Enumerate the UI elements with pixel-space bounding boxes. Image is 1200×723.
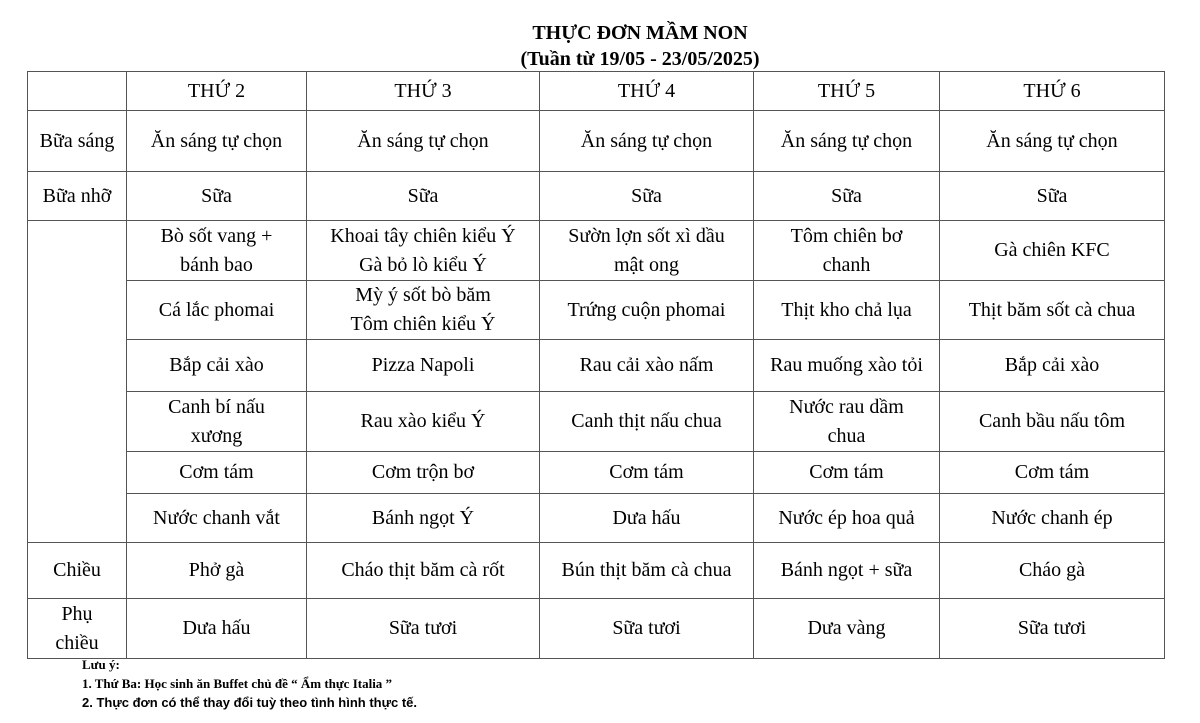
menu-cell: Ăn sáng tự chọn <box>940 111 1165 172</box>
lunch-row <box>28 452 1165 494</box>
menu-line: Trứng cuộn phomai <box>567 298 726 321</box>
menu-line: chanh <box>822 253 871 276</box>
menu-cell <box>307 221 540 281</box>
meal-label: Bữa sáng <box>28 111 127 172</box>
menu-cell: Bún thịt băm cà chua <box>540 543 754 599</box>
menu-line: Bắp cải xào <box>169 354 264 376</box>
menu-cell <box>307 340 540 392</box>
menu-table <box>27 71 1165 659</box>
notes <box>82 655 417 712</box>
menu-cell <box>754 494 940 543</box>
menu-line: Pizza Napoli <box>371 354 475 376</box>
menu-cell: Dưa vàng <box>754 599 940 659</box>
menu-line: Rau muống xào tỏi <box>770 354 923 376</box>
menu-cell <box>940 340 1165 392</box>
menu-line: chua <box>827 424 866 447</box>
lunch-row <box>28 494 1165 543</box>
menu-line: xương <box>190 424 243 447</box>
lunch-label-cell <box>28 221 127 543</box>
menu-cell <box>940 494 1165 543</box>
menu-line: Cơm trộn bơ <box>371 461 475 483</box>
menu-cell: Sữa <box>307 172 540 221</box>
menu-line: Cá lắc phomai <box>158 298 275 321</box>
menu-cell <box>540 494 754 543</box>
side-afternoon-row <box>28 599 1165 659</box>
menu-line: Nước rau dầm <box>789 395 904 418</box>
menu-cell: Sữa <box>940 172 1165 221</box>
snack-row <box>28 172 1165 221</box>
menu-cell: Phở gà <box>127 543 307 599</box>
menu-cell <box>940 221 1165 281</box>
menu-cell <box>540 281 754 340</box>
afternoon-row <box>28 543 1165 599</box>
menu-line: Thịt băm sốt cà chua <box>968 298 1136 321</box>
menu-cell <box>754 221 940 281</box>
menu-cell <box>307 281 540 340</box>
menu-line: Nước chanh ép <box>991 506 1113 529</box>
menu-cell <box>754 340 940 392</box>
menu-line: Rau xào kiểu Ý <box>360 410 486 432</box>
meal-label: Bữa nhỡ <box>28 172 127 221</box>
meal-label: Chiều <box>28 543 127 599</box>
menu-line: Cơm tám <box>1014 461 1090 483</box>
menu-cell <box>754 392 940 452</box>
menu-cell: Bánh ngọt + sữa <box>754 543 940 599</box>
menu-line: Canh bầu nấu tôm <box>978 410 1126 432</box>
meal-label-line: Phụ <box>61 602 93 625</box>
menu-cell <box>127 281 307 340</box>
menu-line: Dưa hấu <box>612 506 681 529</box>
note-line-2: 2. Thực đơn có thể thay đổi tuỳ theo tình hình thực tế. <box>82 695 418 710</box>
menu-cell: Dưa hấu <box>127 599 307 659</box>
menu-line: Sườn lợn sốt xì dầu <box>568 224 725 247</box>
menu-cell: Cháo thịt băm cà rốt <box>307 543 540 599</box>
menu-cell: Ăn sáng tự chọn <box>754 111 940 172</box>
menu-cell <box>754 452 940 494</box>
notes-heading: Lưu ý: <box>82 657 120 672</box>
header-row <box>28 72 1165 111</box>
day-header: THỨ 2 <box>127 72 307 111</box>
menu-cell <box>127 494 307 543</box>
lunch-row <box>28 392 1165 452</box>
page-title: THỰC ĐƠN MẦM NON <box>532 22 748 44</box>
menu-cell: Sữa <box>127 172 307 221</box>
menu-line: Cơm tám <box>609 461 684 483</box>
menu-line: Canh bí nấu <box>168 395 265 418</box>
menu-line: Mỳ ý sốt bò băm <box>355 284 491 306</box>
menu-cell: Cháo gà <box>940 543 1165 599</box>
menu-cell: Ăn sáng tự chọn <box>127 111 307 172</box>
menu-cell <box>540 452 754 494</box>
menu-cell: Ăn sáng tự chọn <box>307 111 540 172</box>
menu-line: Tôm chiên kiểu Ý <box>350 313 496 335</box>
menu-line: Cơm tám <box>179 461 254 483</box>
menu-cell <box>754 281 940 340</box>
note-line-1: 1. Thứ Ba: Học sinh ăn Buffet chủ đề “ Ẩm thực Italia ” <box>82 676 393 691</box>
day-header: THỨ 3 <box>307 72 540 111</box>
menu-line: Gà chiên KFC <box>994 239 1110 261</box>
menu-line: Rau cải xào nấm <box>579 354 714 376</box>
menu-line: Bò sốt vang + <box>160 224 273 247</box>
menu-cell <box>540 392 754 452</box>
menu-line: Khoai tây chiên kiểu Ý <box>330 224 516 247</box>
day-header: THỨ 4 <box>540 72 754 111</box>
meal-label <box>28 599 127 659</box>
menu-cell <box>307 494 540 543</box>
menu-line: Nước chanh vắt <box>153 506 280 529</box>
menu-cell <box>307 452 540 494</box>
day-header: THỨ 5 <box>754 72 940 111</box>
meal-label-line: chiều <box>55 631 99 654</box>
day-header: THỨ 6 <box>940 72 1165 111</box>
menu-cell <box>127 340 307 392</box>
menu-line: Bánh ngọt Ý <box>371 506 475 529</box>
menu-cell <box>940 281 1165 340</box>
menu-line: mật ong <box>614 253 679 276</box>
menu-cell <box>540 221 754 281</box>
menu-cell <box>127 392 307 452</box>
menu-cell <box>127 452 307 494</box>
menu-cell <box>127 221 307 281</box>
menu-cell <box>540 340 754 392</box>
menu-cell: Sữa tươi <box>307 599 540 659</box>
menu-line: Cơm tám <box>809 461 884 483</box>
lunch-row <box>28 281 1165 340</box>
menu-cell: Ăn sáng tự chọn <box>540 111 754 172</box>
menu-cell: Sữa <box>754 172 940 221</box>
menu-line: Canh thịt nấu chua <box>571 410 722 432</box>
menu-line: bánh bao <box>180 253 253 276</box>
menu-cell <box>940 452 1165 494</box>
lunch-row <box>28 340 1165 392</box>
menu-cell: Sữa tươi <box>940 599 1165 659</box>
corner-cell <box>28 72 127 111</box>
menu-cell <box>307 392 540 452</box>
page-subtitle: (Tuần từ 19/05 - 23/05/2025) <box>520 48 760 70</box>
menu-cell: Sữa <box>540 172 754 221</box>
menu-cell <box>940 392 1165 452</box>
menu-line: Tôm chiên bơ <box>790 224 903 247</box>
lunch-row <box>28 221 1165 281</box>
menu-line: Nước ép hoa quả <box>778 506 915 529</box>
menu-line: Gà bỏ lò kiểu Ý <box>359 253 487 276</box>
menu-cell: Sữa tươi <box>540 599 754 659</box>
menu-line: Bắp cải xào <box>1004 354 1100 376</box>
breakfast-row <box>28 111 1165 172</box>
menu-line: Thịt kho chả lụa <box>781 298 912 321</box>
